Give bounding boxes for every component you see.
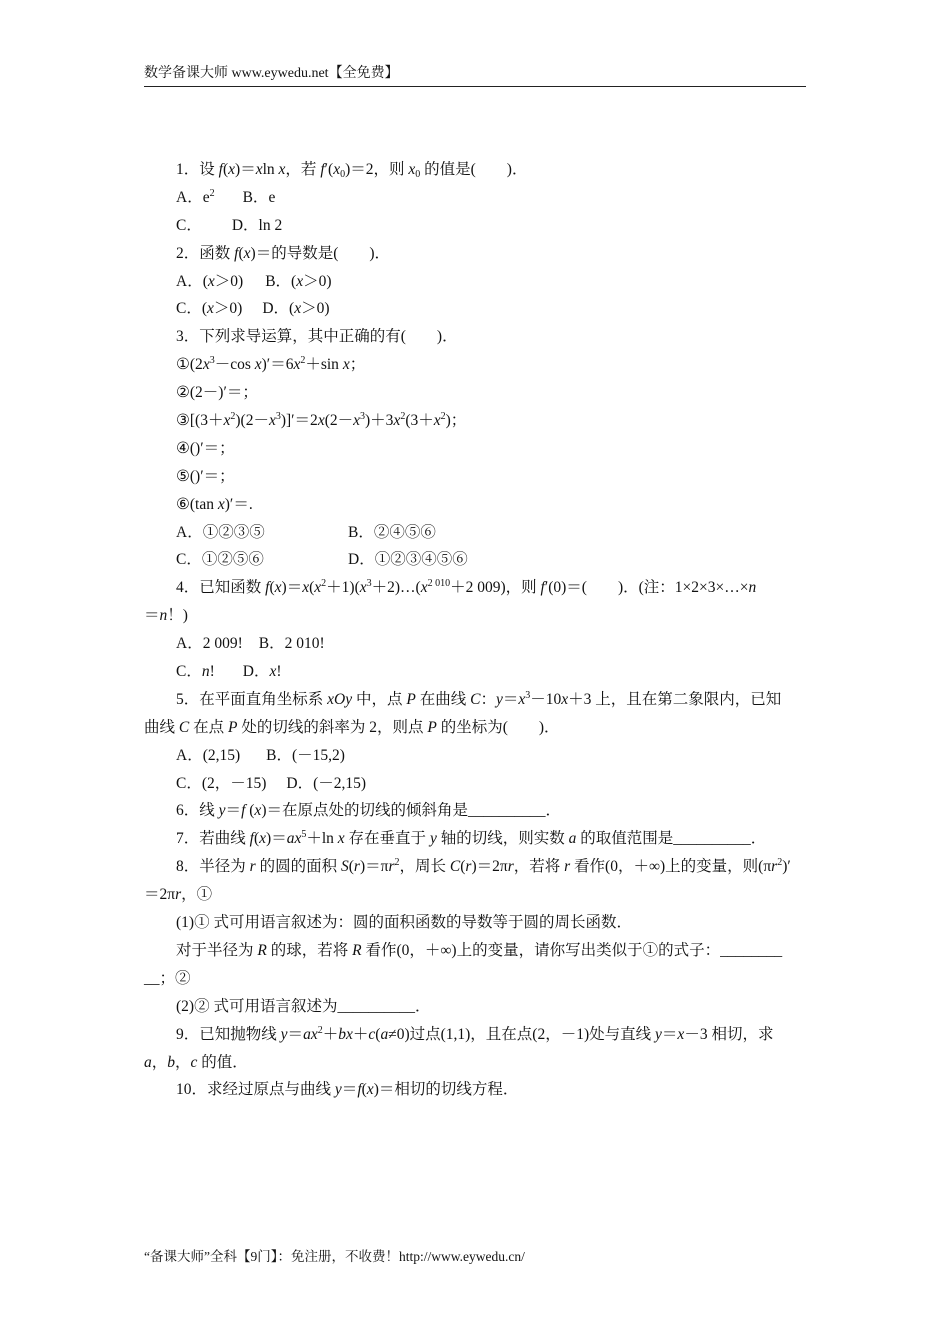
question-3-item-4: ④()′＝； (176, 439, 235, 457)
answer-blank: __________ (337, 997, 415, 1015)
question-3-item-2: ②(2－)′＝； (176, 384, 258, 402)
question-2-options-cd: C．(x＞0) D．(x＞0) (176, 300, 330, 318)
answer-blank: __________ (673, 830, 751, 848)
question-3: 3．下列求导运算，其中正确的有( )． (176, 328, 458, 346)
question-4-options-ab: A．2 009! B．2 010! (176, 635, 325, 653)
page-header: 数学备课大师 www.eywedu.net【全免费】 (144, 66, 399, 81)
question-5-options-cd: C．(2，－15) D．(－2,15) (176, 774, 367, 792)
question-4: 4．已知函数 $f(x)=x(x^2+1)(x^3+2)\dots(x^{2 010}+2$ 009)，则 f′(0)＝( )．(注：1×2×3×…×n (176, 578, 757, 597)
question-1-options-ab: A．$e^2$ B．e (176, 187, 276, 206)
question-9: 9．已知抛物线 $y=ax^2+bx+c(a\ne 0)$过点(1,1)，且在点(2，－1)处与直线 y＝x－3 相切，求 (176, 1024, 774, 1043)
page-footer: “备课大师”全科【9门】：免注册，不收费！http://www.eywedu.cn/ (144, 1249, 525, 1264)
question-8-cont: ＝2πr，① (144, 886, 213, 904)
question-5-options-ab: A．(2,15) B．(－15,2) (176, 746, 345, 764)
question-3-item-3: $③[(3+x^2)(2-x^3)]'=2x(2-x^3)+3x^2(3+x^2)$； (176, 411, 467, 430)
question-1: 1．设 f(x)＝xln x，若 $f'(x_0)=2$，则 $x_0$ 的值是( )． (176, 161, 528, 180)
question-4-options-cd: C．n! D．x! (176, 663, 282, 681)
question-6: 6．线 y＝f (x)＝在原点处的切线的倾斜角是__________． (176, 802, 561, 820)
question-1-options-cd: C． D．ln 2 (176, 216, 283, 234)
header-divider (144, 86, 806, 87)
question-8-sub-2: (2)② 式可用语言叙述为__________． (176, 997, 431, 1015)
answer-blank: ________ (720, 941, 783, 959)
question-8: 8．半径为 r 的圆的面积 $S(r)=\pi r^2$，周长 C(r)＝2πr，若将 r 看作(0，＋∞)上的变量，则$(\pi r^2)'$ (176, 857, 791, 876)
question-2-options-ab: A．(x＞0) B．(x＞0) (176, 272, 332, 290)
question-8-sphere: 对于半径为 R 的球，若将 R 看作(0，＋∞)上的变量，请你写出类似于①的式子：________ (176, 941, 783, 959)
question-8-sphere-cont: __；② (144, 969, 191, 987)
question-7: 7．若曲线 $f(x)=ax^5+\ln$ x 存在垂直于 y 轴的切线，则实数 a 的取值范围是__________． (176, 829, 767, 848)
question-3-item-5: ⑤()′＝； (176, 467, 235, 485)
question-5: 5．在平面直角坐标系 xOy 中，点 P 在曲线 C：$y=x^3-10x+3$ 上，且在第二象限内，已知 (176, 689, 782, 708)
answer-blank: __ (144, 969, 160, 987)
question-3-options-cd: C．①②⑤⑥ D．①②③④⑤⑥ (176, 551, 468, 569)
question-3-item-1: $①(2x^3-\cos$ $x)'=6x^2+\sin$ x； (176, 355, 366, 374)
question-5-cont: 曲线 C 在点 P 处的切线的斜率为 2，则点 P 的坐标为( )． (144, 718, 560, 736)
question-3-options-ab: A．①②③⑤ B．②④⑤⑥ (176, 523, 436, 541)
question-9-cont: a，b，c 的值． (144, 1053, 248, 1071)
question-2: 2．函数 f(x)＝的导数是( )． (176, 244, 391, 262)
problem-set (144, 156, 806, 1104)
question-8-sub-1: (1)① 式可用语言叙述为：圆的面积函数的导数等于圆的周长函数． (176, 914, 632, 932)
answer-blank: __________ (467, 802, 546, 820)
question-3-item-6: ⑥(tan x)′＝. (176, 495, 253, 513)
question-10: 10．求经过原点与曲线 y＝f(x)＝相切的切线方程． (176, 1081, 519, 1099)
question-4-cont: ＝n！) (144, 607, 188, 625)
